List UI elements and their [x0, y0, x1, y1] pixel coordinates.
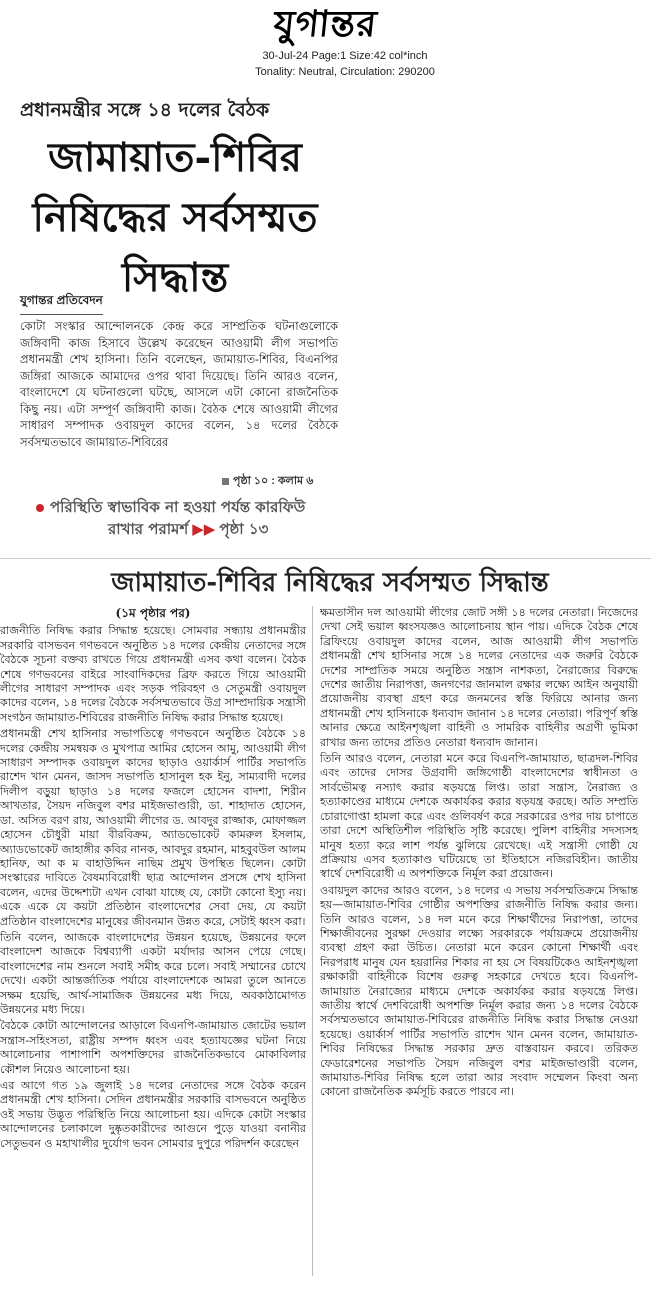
front-headline: জামায়াত-শিবির নিষিদ্ধের সর্বসম্মত সিদ্ধান্ত: [32, 134, 318, 301]
byline: যুগান্তর প্রতিবেদন: [20, 292, 103, 315]
newspaper-logo: যুগান্তর: [271, 3, 380, 45]
double-arrow-icon: ▶▶: [192, 520, 216, 538]
meta-line-tonality: Tonality: Neutral, Circulation: 290200: [255, 66, 435, 78]
kicker: প্রধানমন্ত্রীর সঙ্গে ১৪ দলের বৈঠক: [20, 99, 270, 121]
article-paragraph: এর আগে গত ১৯ জুলাই ১৪ দলের নেতাদের সঙ্গে বৈঠক করেন প্রধানমন্ত্রী শেখ হাসিনা। সেদিন প্রধানমন্ত্রীর সরকারি বাসভবনে অনুষ্ঠিত ওই সভায় উদ্ভূত পরিস্থিতি নিয়ে আলোচনা হয়। এদিকে কোটা সংস্কার আন্দোলনের চলাকালে দুষ্কৃতকারীদের আগুনে পুড়ে যাওয়া বনানীর সেতুভবন ও মহাখালীর দুর্যোগ ভবন সোমবার দুপুরে পরিদর্শন করেছেন: [0, 1079, 306, 1150]
inside-headline: জামায়াত-শিবির নিষিদ্ধের সর্বসম্মত সিদ্ধান্ত: [111, 568, 549, 598]
red-dot-icon: [36, 504, 44, 512]
masthead: [0, 4, 651, 44]
teaser-line-2: [108, 518, 268, 543]
teaser-text-2: রাখার পরামর্শ: [108, 520, 189, 538]
clipping-meta: [215, 48, 475, 80]
article-paragraph: বৈঠকে কোটা আন্দোলনের আড়ালে বিএনপি-জামায়াত জোটের ভয়াল সন্ত্রাস-সহিংসতা, রাষ্ট্রীয় সম্পদ ধ্বংস এবং হত্যাযজ্ঞের ঘটনা নিয়ে আলোচনার পাশাপাশি অপশক্তিদের রাজনৈতিকভাবে মোকাবিলার কৌশল নিয়েও আলোচনা হয়।: [0, 1019, 306, 1076]
jump-text: পৃষ্ঠা ১০ : কলাম ৬: [233, 475, 314, 487]
article-column-left: [0, 606, 306, 1286]
front-page-story: [0, 88, 420, 548]
square-bullet-icon: [222, 478, 229, 485]
article-paragraph: প্রধানমন্ত্রী শেখ হাসিনার সভাপতিত্বে গণভবনে অনুষ্ঠিত বৈঠকে ১৪ দলের কেন্দ্রীয় সমন্বয়ক ও মুখপাত্র আমির হোসেন আমু, আওয়ামী লীগ সাধারণ সম্পাদক ওবায়দুল কাদের ছাড়াও ওয়ার্কার্স পার্টির সভাপতি রাশেদ খান মেনন, জাসদ সভাপতি হাসানুল হক ইনু, সাম্যবাদী দলের দিলীপ বড়ুয়া ছাড়াও ১৪ দলের ফজলে হোসেন বাদশা, শিরীন আখতার, সৈয়দ নজিবুল বশর মাইজভাণ্ডারী, ডা. শাহাদাত হোসেন, ডা. অসিত বরণ রায়, আওয়ামী লীগের ড. আবদুর রাজ্জাক, মোফাজ্জল হোসেন চৌধুরী মায়া বীরবিক্রম, অ্যাডভোকেট কামরুল ইসলাম, অ্যাডভোকেট জাহাঙ্গীর কবির নানক, আবদুর রহমান, মাহবুবউল আলম হানিফ, আ ক ম বাহাউদ্দিন নাছিম প্রমুখ উপস্থিত ছিলেন। কোটা সংস্কারের দাবিতে বৈষম্যবিরোধী ছাত্র আন্দোলন প্রসঙ্গে শেখ হাসিনা বলেন, এদের উদ্দেশ্যটা এখন বোঝা যাচ্ছে যে, কোটা কোনো ইস্যু নয়। একে একে যে কয়টা প্রতিষ্ঠান বাংলাদেশের সেবা দেয়, যে কয়টা প্রতিষ্ঠান বাংলাদেশের মানুষের জীবনমান উন্নত করে, সেটাই ধ্বংস করা।: [0, 727, 306, 928]
meta-line-date-page: 30-Jul-24 Page:1 Size:42 col*inch: [262, 50, 428, 62]
article-paragraph: ওবায়দুল কাদের আরও বলেন, ১৪ দলের এ সভায় সর্বসম্মতিক্রমে সিদ্ধান্ত হয়—জামায়াত-শিবির গোষ্ঠীর অপশক্তির রাজনীতি নিষিদ্ধ করার জন্য। তিনি আরও বলেন, ১৪ দল মনে করে শিক্ষার্থীদের নিরাপত্তা, তাদের শিক্ষাজীবনের সুরক্ষা দেওয়ার লক্ষ্যে সরকারকে পর্যায়ক্রমে প্রয়োজনীয় ব্যবস্থা গ্রহণ করা উচিত। নেতারা মনে করেন কোনো শিক্ষার্থী এবং নিরপরাধ মানুষ যেন হয়রানির শিকার না হয় সে বিষয়টিকেও আইনশৃঙ্খলা রক্ষাকারী বাহিনীকে বিশেষ গুরুত্ব সহকারে দেখতে হবে। বিএনপি-জামায়াত নৈরাজ্যের মাধ্যমে দেশকে অকার্যকর করার ষড়যন্ত্রে লিপ্ত। জাতীয় স্বার্থে দেশবিরোধী অপশক্তি নির্মূল করার জন্য ১৪ দলের বৈঠকে সর্বসম্মতভাবে জামায়াত-শিবিরের রাজনীতি নিষিদ্ধ করার সিদ্ধান্ত নেওয়া হয়েছে। ওয়ার্কার্স পার্টির সভাপতি রাশেদ খান মেনন বলেন, জামায়াত-শিবির নিষিদ্ধের সিদ্ধান্ত সরকার দ্রুত বাস্তবায়ন করবে। তরিকত ফেডারেশনের সভাপতি সৈয়দ নজিবুল বশর মাইজভাণ্ডারী বলেন, জামায়াত-শিবির নিষিদ্ধ হলে তারা আর সংবাদ সম্মেলন কিংবা অন্য কোনো রাজনৈতিক কর্মসূচি করতে পারবে না।: [320, 883, 638, 1099]
jump-reference: [222, 472, 313, 491]
column-rule: [312, 606, 313, 1276]
lead-paragraph: কোটা সংস্কার আন্দোলনকে কেন্দ্র করে সাম্প্রতিক ঘটনাগুলোকে জঙ্গিবাদী কাজ হিসাবে উল্লেখ করেছেন আওয়ামী লীগ সভাপতি প্রধানমন্ত্রী শেখ হাসিনা। তিনি বলেছেন, জামায়াত-শিবির, বিএনপির জঙ্গিরা আজকে আমাদের ওপর থাবা দিয়েছে। তিনি আরও বলেন, বাংলাদেশে যে ঘটনাগুলো ঘটছে, আসলে এটা কোনো রাজনৈতিক কিছু নয়। এটা সম্পূর্ণ জঙ্গিবাদী কাজ। বৈঠক শেষে আওয়ামী লীগের সাধারণ সম্পাদক ওবায়দুল কাদের বলেন, ১৪ দলের বৈঠকে সর্বসম্মতভাবে জামায়াত-শিবিরের: [20, 319, 338, 449]
article-paragraph: রাজনীতি নিষিদ্ধ করার সিদ্ধান্ত হয়েছে। সোমবার সন্ধ্যায় প্রধানমন্ত্রীর সরকারি বাসভবন গণভবনে অনুষ্ঠিত ১৪ দলের কেন্দ্রীয় নেতাদের সঙ্গে বৈঠকে সূচনা বক্তব্য রাখতে গিয়ে প্রধানমন্ত্রী এসব কথা বলেন। বৈঠক শেষে গণভবনের বাইরে সাংবাদিকদের ব্রিফ করতে গিয়ে আওয়ামী লীগের সাধারণ সম্পাদক এবং সড়ক পরিবহণ ও সেতুমন্ত্রী ওবায়দুল কাদের বলেন, ১৪ দলের বৈঠকে সর্বসম্মতভাবে উগ্র সাম্প্রদায়িক সন্ত্রাসী সংগঠন জামায়াত-শিবিরের রাজনীতি নিষিদ্ধ করার সিদ্ধান্ত হয়েছে।: [0, 624, 306, 724]
article-paragraph: তিনি আরও বলেন, নেতারা মনে করে বিএনপি-জামায়াত, ছাত্রদল-শিবির এবং তাদের দোসর উগ্রবাদী জঙ্গিগোষ্ঠী বাংলাদেশের স্বাধীনতা ও সার্বভৌমত্ব নস্যাৎ করার ষড়যন্ত্রে লিপ্ত। তারা সন্ত্রাস, নৈরাজ্য ও হত্যাকাণ্ডের মাধ্যমে দেশকে অকার্যকর করার ষড়যন্ত্র করছে। অতি সম্প্রতি চোরাগোপ্তা হামলা করে এবং গুলিবর্ষণ করে সরকারের ওপর দায় চাপাতে তারা দেশে অস্থিতিশীল পরিস্থিতি সৃষ্টি করেছে। পুলিশ বাহিনীর সদস্যসহ মানুষ হত্যা করে লাশ পর্যন্ত ঝুলিয়ে রেখেছে। এই সন্ত্রাসী গোষ্ঠী যে প্রক্রিয়ায় এসব হত্যাকাণ্ড ঘটিয়েছে তা ইতিহাসে নজিরবিহীন। জাতীয় স্বার্থে দেশবিরোধী এ অপশক্তিকে নির্মূল করা প্রয়োজন।: [320, 752, 638, 881]
section-divider: [0, 558, 651, 559]
continued-label: (১ম পৃষ্ঠার পর): [115, 606, 191, 620]
teaser-page: পৃষ্ঠা ১৩: [219, 520, 269, 538]
article-paragraph: তিনি বলেন, আজকে বাংলাদেশের উন্নয়ন হয়েছে, উন্নয়নের ফলে বাংলাদেশ আজকে বিশ্বব্যাপী একটা মর্যাদার আসন পেয়ে গেছে। বাংলাদেশের নাম শুনলে সবাই সমীহ করে চলে। সবাই সম্মানের চোখে দেখে। একটা আন্তর্জাতিক পর্যায়ে বাংলাদেশকে আমরা তুলে আনতে সক্ষম হয়েছি, আর্থ-সামাজিক উন্নয়নের মধ্য দিয়ে, অবকাঠামোগত উন্নয়নের মধ্য দিয়ে।: [0, 930, 306, 1016]
teaser-text-1: পরিস্থিতি স্বাভাবিক না হওয়া পর্যন্ত কারফিউ: [50, 498, 306, 516]
article-column-right: [320, 606, 638, 1286]
article-paragraph: ক্ষমতাসীন দল আওয়ামী লীগের জোট সঙ্গী ১৪ দলের নেতারা। নিজেদের দেখা সেই ভয়াল ধ্বংসযজ্ঞও আলোচনায় স্থান পায়। এদিকে বৈঠক শেষে ব্রিফিংয়ে ওবায়দুল কাদের বলেন, আজ আওয়ামী লীগ সভাপতি প্রধানমন্ত্রী শেখ হাসিনার সঙ্গে ১৪ দলের নেতাদের এক জরুরি বৈঠকে দেশের সাম্প্রতিক সময়ে অনুষ্ঠিত সন্ত্রাস নাশকতা, নৈরাজ্যের বিরুদ্ধে দেশের জাতীয় নিরাপত্তা, জনগণের জানমাল রক্ষার লক্ষ্যে আইন অনুযায়ী প্রয়োজনীয় ব্যবস্থা গ্রহণ করে জনমনের স্বস্তি ফিরিয়ে আনার জন্য প্রধানমন্ত্রী শেখ হাসিনাকে ধন্যবাদ জানান ১৪ দলের নেতারা। পরিপূর্ণ স্বস্তি আনার ক্ষেত্রে আইনশৃঙ্খলা বাহিনী ও সামরিক বাহিনীর অগ্রণী ভূমিকা রাখার জন্য তাদের প্রতিও নেতারা ধন্যবাদ জানান।: [320, 606, 638, 749]
